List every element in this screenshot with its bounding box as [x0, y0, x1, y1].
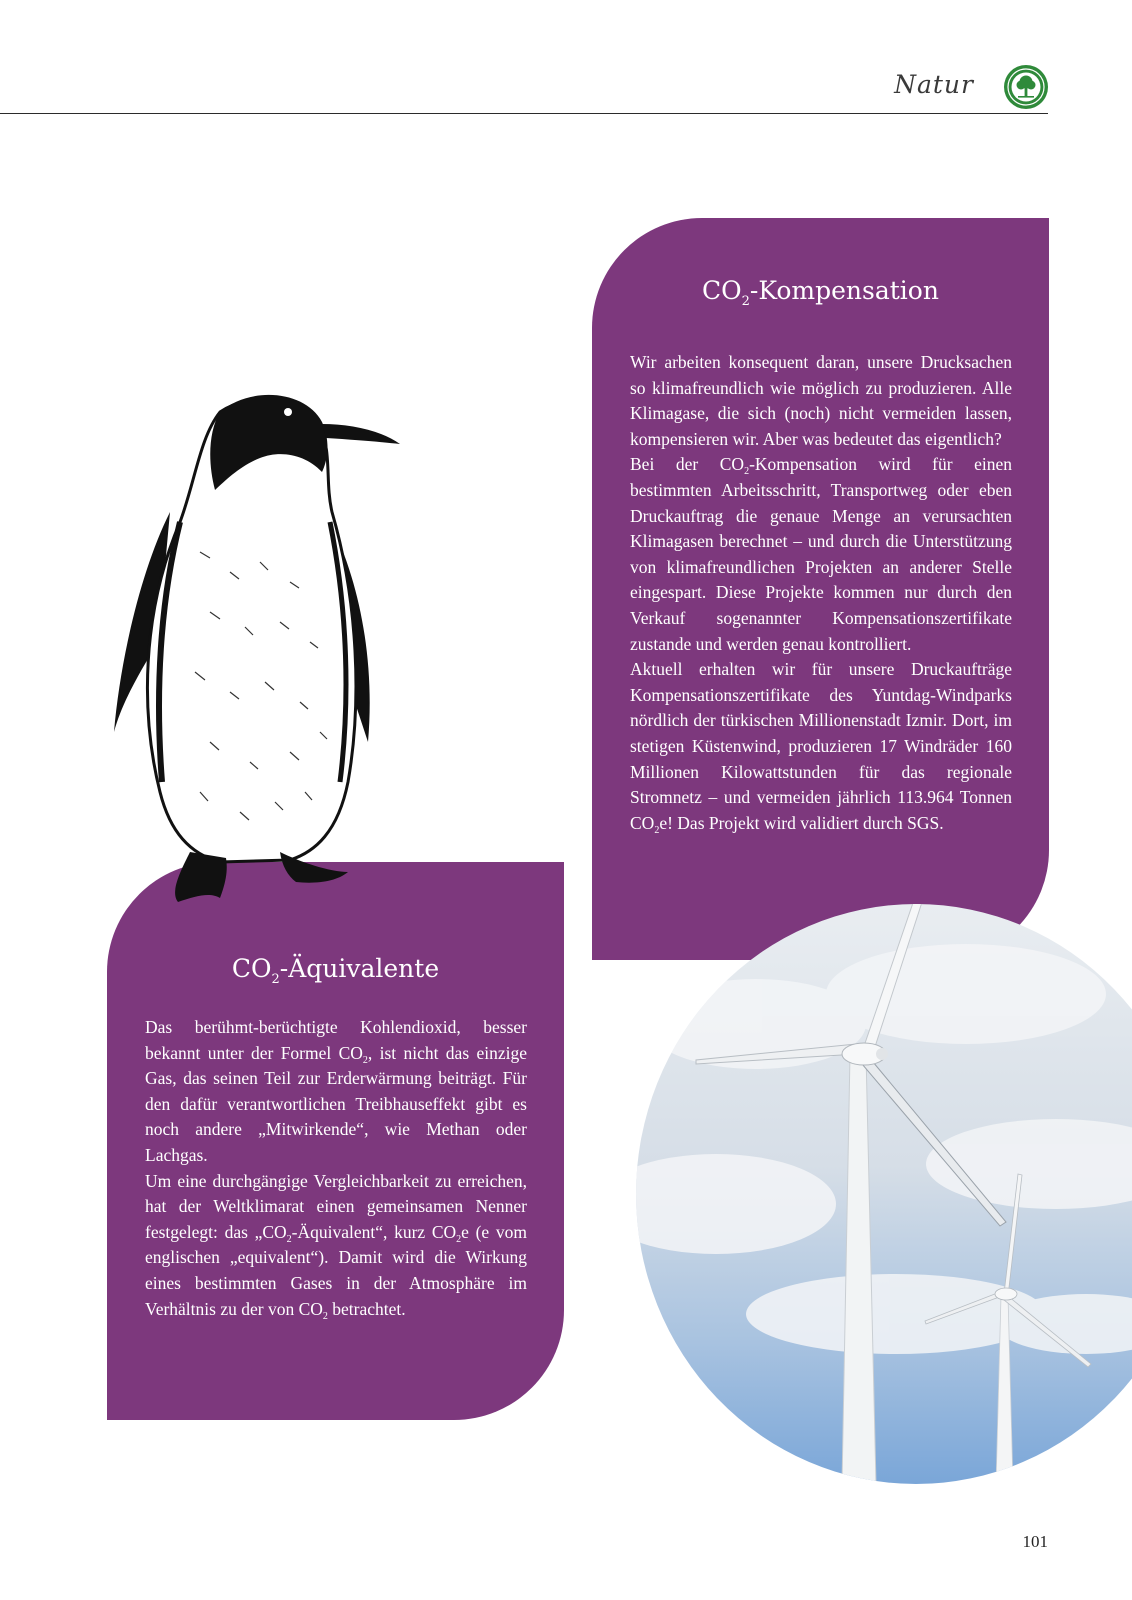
tree-seal-icon: [1003, 64, 1049, 110]
co2-kompensation-text: [630, 350, 1012, 836]
paragraph: Bei der $CO_2$-Kompensation wird für einen bestimmten Arbeitsschritt, Transportweg oder eben Druckauftrag die genaue Menge an verursachten Klimagasen berechnet – und durch die Unterstützung von klimafreundlichen Projekten an anderer Stelle eingespart. Diese Projekte kommen nur durch den Verkauf sogenannter Kompensationszertifikate zustande und werden genau kontrolliert.: [630, 454, 1012, 654]
page-number: 101: [1022, 1532, 1048, 1551]
co2-aequivalente-title: $CO_2$-Äquivalente: [231, 954, 440, 987]
penguin-illustration: [100, 372, 420, 922]
header-rule: [0, 113, 1048, 114]
paragraph: Wir arbeiten konsequent daran, unsere Drucksachen so klimafreundlich wie möglich zu produzieren. Alle Klimagase, die sich (noch) nicht vermeiden lassen, kompensieren wir. Aber was bedeutet das eigentlich?: [630, 352, 1012, 449]
co2-kompensation-title: $CO_2$-Kompensation: [702, 276, 939, 309]
paragraph: Um eine durchgängige Vergleichbarkeit zu erreichen, hat der Weltklimarat einen gemeinsamen Nenner festgelegt: das $„CO_2-Äquivalent“$, kurz $CO_2e$ (e vom englischen „equivalent“). Damit wird die Wirkung eines bestimmten Gases in der Atmosphäre im Verhältnis zu der von $CO_2$ betrachtet.: [145, 1170, 527, 1322]
co2-kompensation-panel: [592, 218, 1049, 960]
paragraph: Aktuell erhalten wir für unsere Druckaufträge Kompensationszertifikate des Yuntdag-Windparks nördlich der türkischen Millionenstadt Izmir. Dort, im stetigen Küstenwind, produzieren 17 Windräder 160 Millionen Kilowattstunden für das regionale Stromnetz – und vermeiden jährlich 113.964 Tonnen $CO_2e$! Das Projekt wird validiert durch SGS.: [630, 659, 1012, 836]
section-title: Natur: [894, 70, 974, 99]
paragraph: Das berühmt-berüchtigte Kohlendioxid, besser bekannt unter der Formel $CO_2$, ist nicht das einzige Gas, das seinen Teil zur Erderwärmung beiträgt. Für den dafür verantwortlichen Treibhauseffekt gibt es noch andere „Mitwirkende“, wie Methan oder Lachgas.: [145, 1017, 527, 1165]
wind-turbines-photo: [636, 904, 1132, 1484]
co2-aequivalente-text: [145, 1015, 527, 1322]
co2-aequivalente-panel: [107, 862, 564, 1420]
